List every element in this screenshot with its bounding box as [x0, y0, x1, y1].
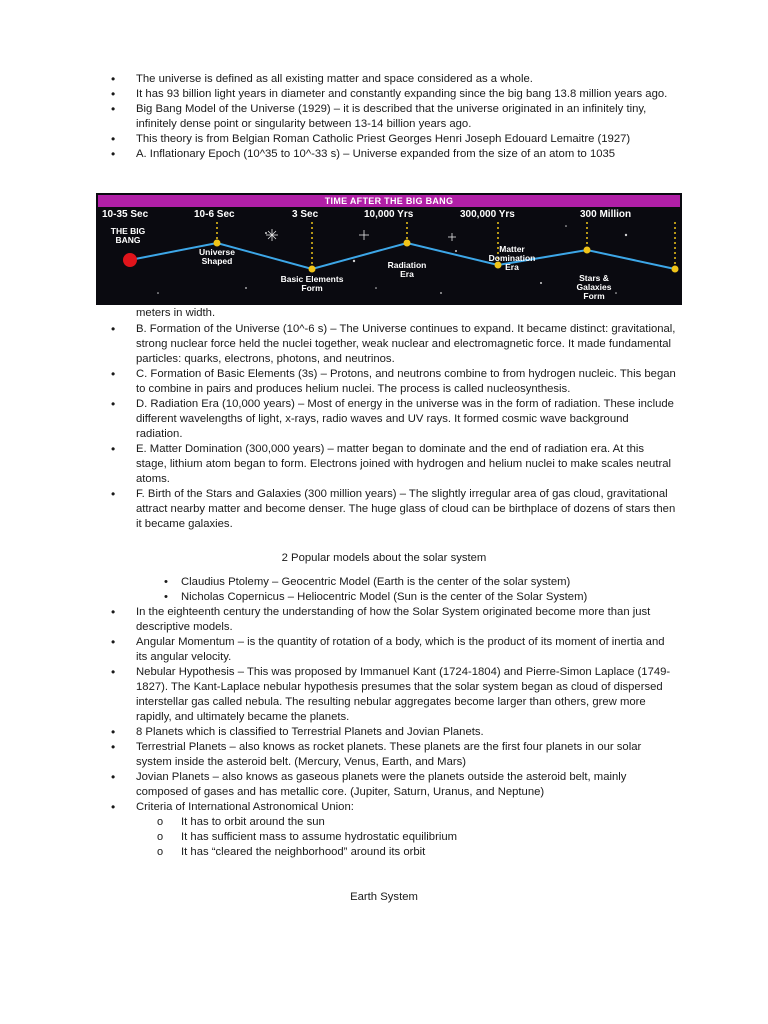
timeline-label-radiation-era: Radiation Era [387, 260, 427, 279]
list-item: o It has to orbit around the sun [0, 815, 768, 830]
list-item: • 8 Planets which is classified to Terrestrial Planets and Jovian Planets. [0, 725, 768, 740]
solar-bullet-list [0, 605, 768, 815]
earth-system-heading: Earth System [350, 891, 418, 903]
timeline-label-basic-elements: Basic Elements Form [280, 274, 344, 293]
list-item: • B. Formation of the Universe (10^-6 s) – The Universe continues to expand. It became distinct: gravitational, strong nuclear force held the nuclei together, weak nuclear and electromagnetic force. It made fundamental particles: quarks, electrons, photons, and neutrinos. [0, 322, 768, 367]
list-item: • The universe is defined as all existing matter and space considered as a whole. [0, 72, 768, 87]
list-item: • Nicholas Copernicus – Heliocentric Model (Sun is the center of the Solar System) [0, 590, 768, 605]
list-item: • F. Birth of the Stars and Galaxies (300 million years) – The slightly irregular area of gas cloud, gravitational attract nearby matter and become denser. The huge glass of cloud can be birthplace of dozens of stars then it became galaxies. [0, 487, 768, 532]
list-item: • E. Matter Domination (300,000 years) – matter began to dominate and the end of radiation era. At this stage, lithium atom began to form. Electrons joined with hydrogen and helium nuclei to make scales neutral atoms. [0, 442, 768, 487]
timeline-time: 3 Sec [292, 209, 319, 220]
list-item: • This theory is from Belgian Roman Catholic Priest Georges Henri Joseph Edouard Lemaitre (1927) [0, 132, 768, 147]
timeline-time: 10-35 Sec [102, 209, 149, 220]
timeline-label-stars-galaxies: Stars & Galaxies Form [576, 273, 612, 301]
list-item: • Terrestrial Planets – also knows as rocket planets. These planets are the first four planets in our solar system inside the asteroid belt. (Mercury, Venus, Earth, and Mars) [0, 740, 768, 770]
timeline-label-matter-domination: Matter Domination Era [488, 244, 536, 272]
timeline-time: 10,000 Yrs [364, 209, 414, 220]
timeline-time: 300 Million [580, 209, 632, 220]
timeline-label-big-bang: THE BIG BANG [110, 226, 146, 245]
timeline-label-universe-shaped: Universe Shaped [199, 247, 235, 266]
list-item: • Criteria of International Astronomical Union: [0, 800, 768, 815]
list-item: • Angular Momentum – is the quantity of rotation of a body, which is the product of its moment of inertia and its angular velocity. [0, 635, 768, 665]
epoch-bullet-list [0, 322, 768, 532]
list-item: • It has 93 billion light years in diameter and constantly expanding since the big bang 13.8 million years ago. [0, 87, 768, 102]
list-item: o It has “cleared the neighborhood” around its orbit [0, 845, 768, 860]
intro-bullet-list [0, 72, 768, 162]
timeline-time: 10-6 Sec [194, 209, 235, 220]
continuation-text: meters in width. [136, 307, 216, 319]
list-item: o It has sufficient mass to assume hydrostatic equilibrium [0, 830, 768, 845]
list-item: • C. Formation of Basic Elements (3s) – Protons, and neutrons combine to from hydrogen nucleic. This began to combine in pairs and produces helium nuclei. The process is called nucleosynthesis. [0, 367, 768, 397]
big-bang-timeline-image [96, 193, 682, 305]
list-item: • Big Bang Model of the Universe (1929) – it is described that the universe originated in an infinitely tiny, infinitely dense point or singularity between 13-14 billion years ago. [0, 102, 768, 132]
list-item: • Nebular Hypothesis – This was proposed by Immanuel Kant (1724-1804) and Pierre-Simon Laplace (1749-1827). The Kant-Laplace nebular hypothesis presumes that the solar system began as cloud of dispersed interstellar gas called nebula. The resulting nebular aggregates become larger than others, grew more rapidly, and ultimately became the planets. [0, 665, 768, 725]
list-item: • D. Radiation Era (10,000 years) – Most of energy in the universe was in the form of radiation. These include different wavelengths of light, x-rays, radio waves and UV rays. It formed cosmic wave background radiation. [0, 397, 768, 442]
models-heading: 2 Popular models about the solar system [281, 552, 487, 564]
list-item: • A. Inflationary Epoch (10^35 to 10^-33 s) – Universe expanded from the size of an atom to 1035 [0, 147, 768, 162]
big-bang-dot [123, 253, 137, 267]
list-item: • Jovian Planets – also knows as gaseous planets were the planets outside the asteroid belt, mainly composed of gases and has metallic core. (Jupiter, Saturn, Uranus, and Neptune) [0, 770, 768, 800]
models-list [0, 575, 768, 605]
criteria-list [0, 815, 768, 860]
list-item: • In the eighteenth century the understanding of how the Solar System originated become more than just descriptive models. [0, 605, 768, 635]
timeline-title: TIME AFTER THE BIG BANG [324, 196, 454, 206]
list-item: • Claudius Ptolemy – Geocentric Model (Earth is the center of the solar system) [0, 575, 768, 590]
star-burst-icon [266, 229, 278, 241]
timeline-time: 300,000 Yrs [460, 209, 515, 220]
